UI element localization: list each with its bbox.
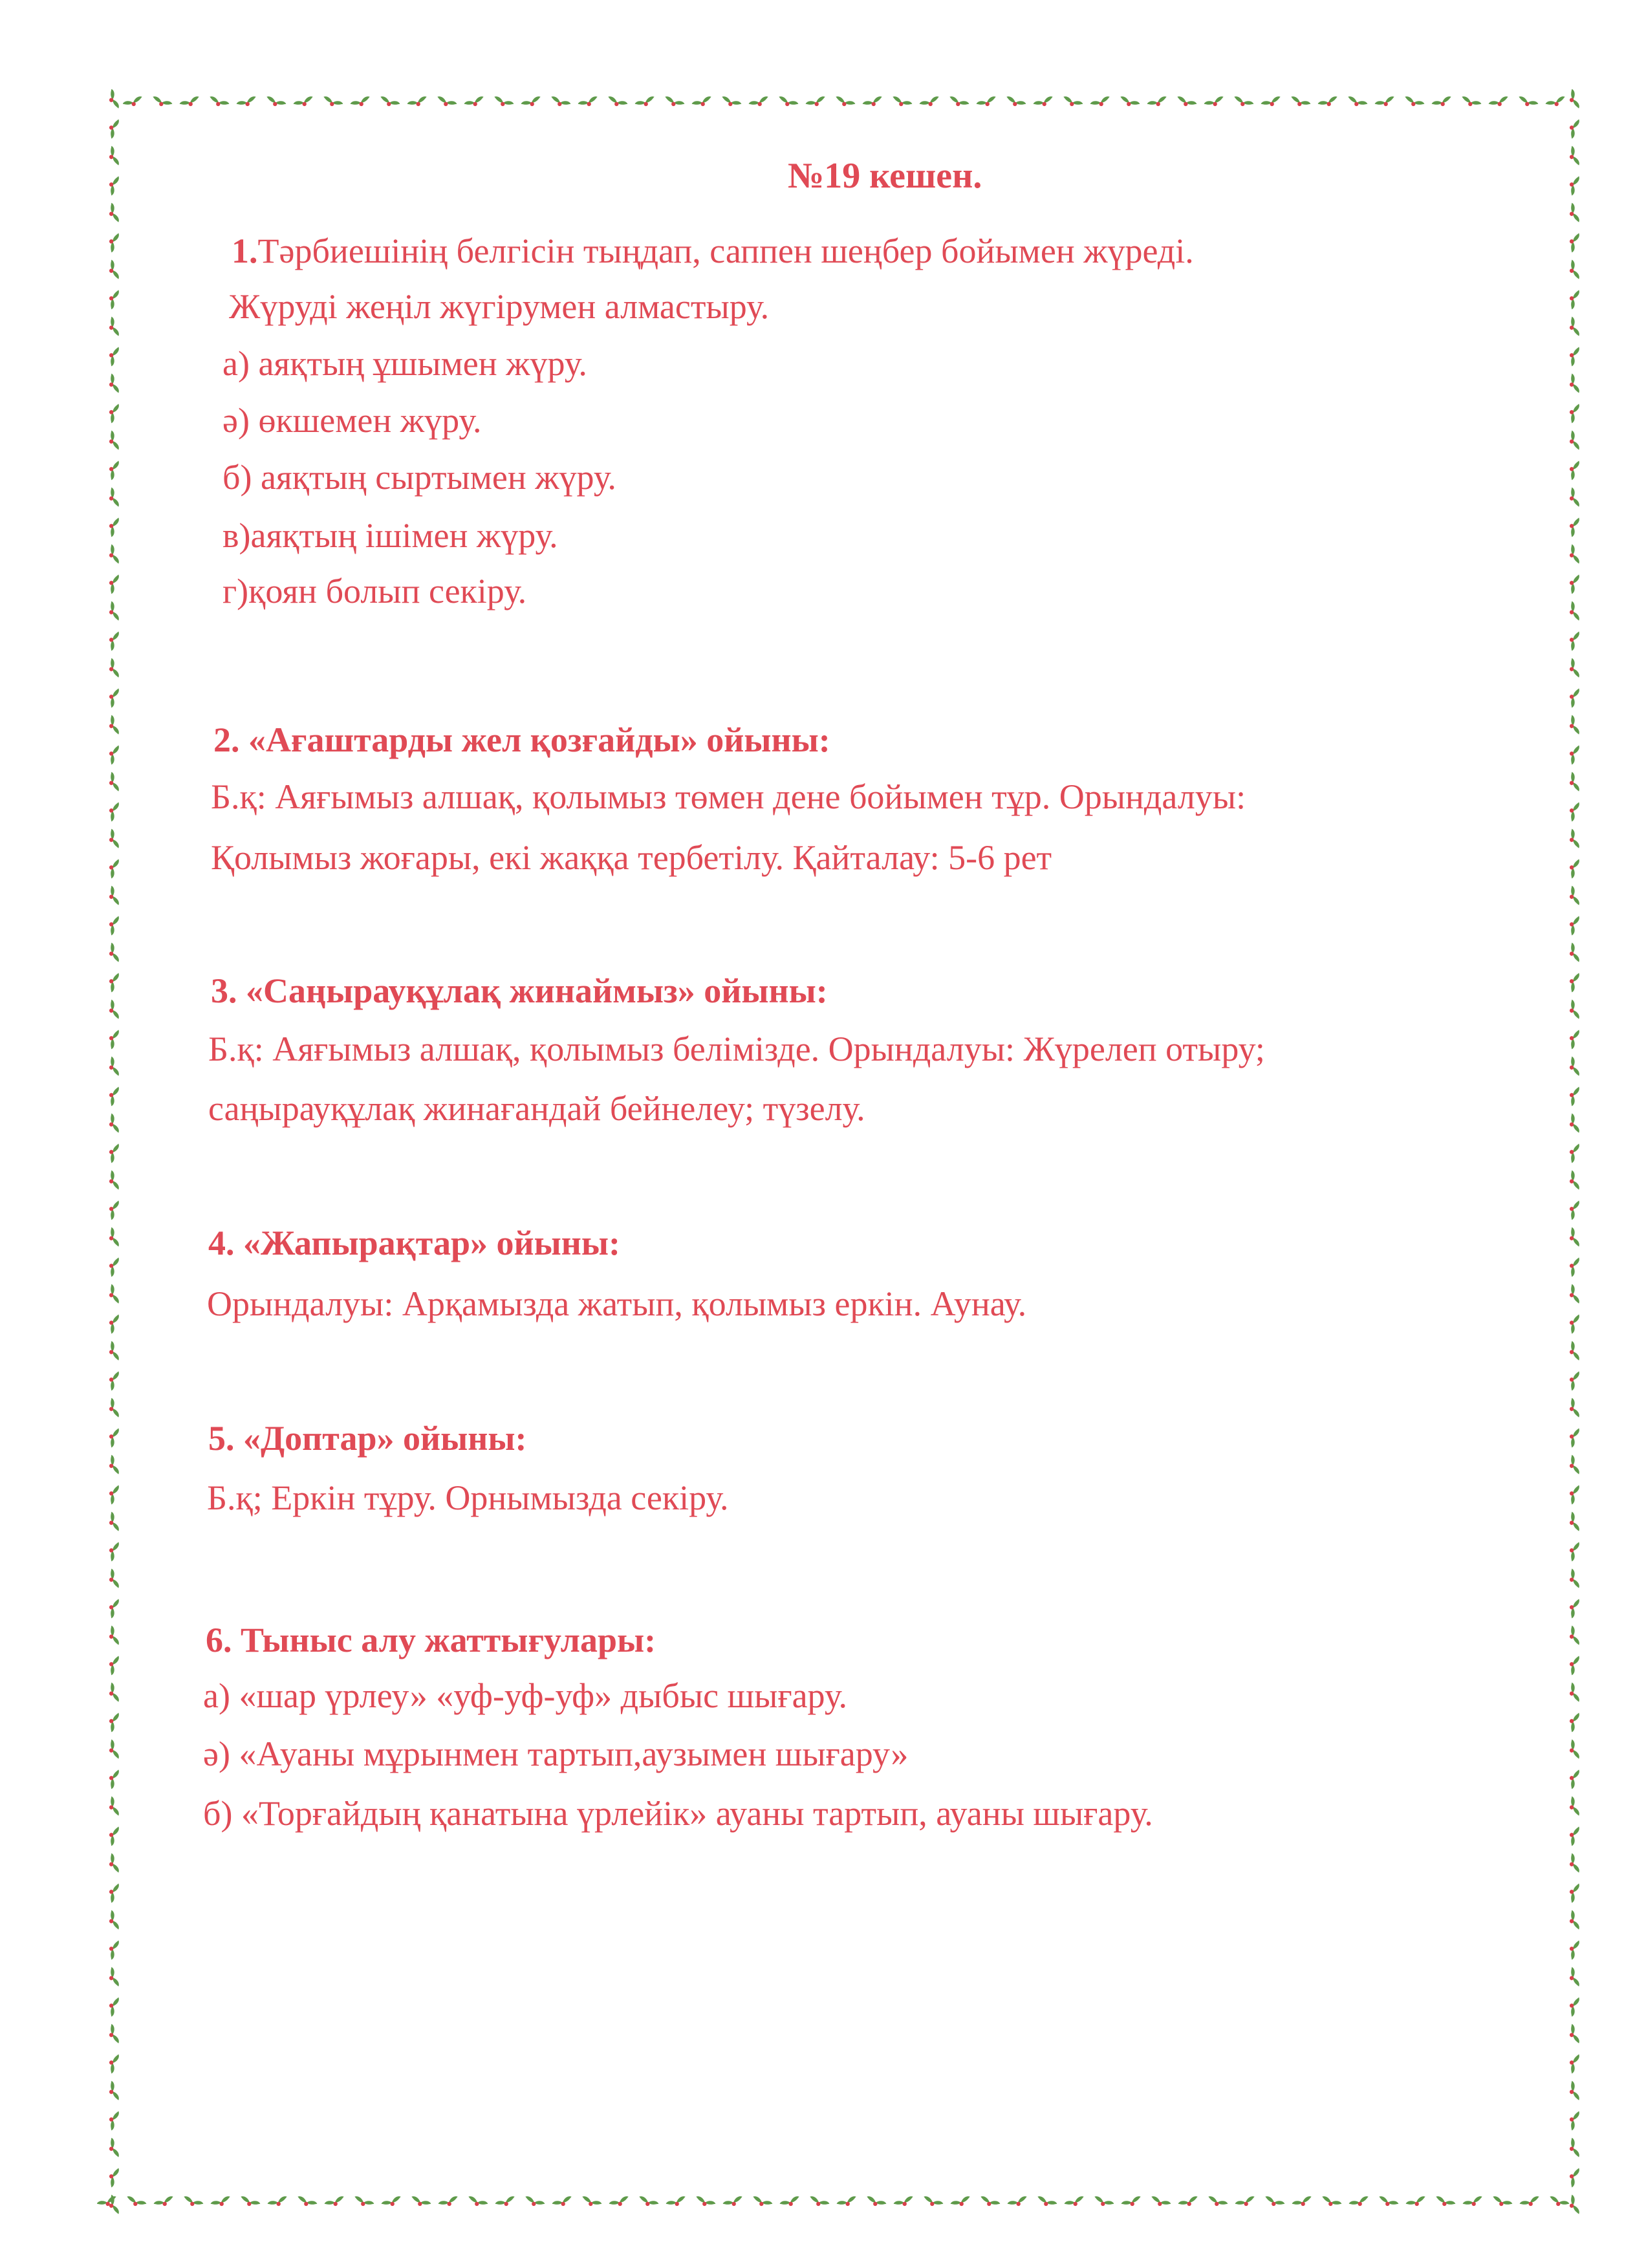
holly-sprig-icon	[106, 1198, 120, 1220]
section2-line1: Б.қ: Аяғымыз алшақ, қолымыз төмен дене бойымен тұр. Орындалуы:	[211, 777, 1246, 816]
holly-sprig-icon	[1566, 288, 1581, 310]
holly-sprig-icon	[1007, 2196, 1029, 2210]
section3-line1: Б.қ: Аяғымыз алшақ, қолымыз белімізде. Орындалуы: Жүрелеп отыру;	[208, 1030, 1265, 1068]
holly-sprig-icon	[1566, 1853, 1581, 1875]
holly-sprig-icon	[1566, 459, 1581, 481]
holly-sprig-icon	[1566, 1284, 1581, 1306]
holly-sprig-icon	[106, 800, 120, 822]
holly-sprig-icon	[495, 2196, 517, 2210]
holly-sprig-icon	[808, 2196, 830, 2210]
holly-border-bottom	[97, 2189, 1578, 2216]
holly-sprig-icon	[1566, 345, 1581, 367]
holly-sprig-icon	[1566, 174, 1581, 196]
holly-sprig-icon	[106, 1170, 120, 1192]
holly-sprig-icon	[106, 1881, 120, 1903]
holly-sprig-icon	[1566, 89, 1581, 111]
holly-sprig-icon	[1566, 1426, 1581, 1448]
holly-sprig-icon	[381, 2196, 403, 2210]
holly-sprig-icon	[125, 2196, 147, 2210]
holly-sprig-icon	[1566, 800, 1581, 822]
holly-sprig-icon	[549, 96, 571, 110]
holly-sprig-icon	[106, 2137, 120, 2159]
holly-sprig-icon	[578, 96, 600, 110]
holly-sprig-icon	[1121, 2196, 1143, 2210]
holly-sprig-icon	[1566, 828, 1581, 850]
holly-sprig-icon	[1431, 96, 1453, 110]
section6-item-ae: ә) «Ауаны мұрынмен тартып,аузымен шығару»	[203, 1734, 909, 1773]
holly-sprig-icon	[1566, 1739, 1581, 1761]
holly-sprig-icon	[950, 2196, 972, 2210]
holly-sprig-icon	[1566, 1369, 1581, 1391]
holly-sprig-icon	[106, 1910, 120, 1932]
holly-sprig-icon	[106, 1056, 120, 1078]
holly-sprig-icon	[1566, 1454, 1581, 1476]
holly-sprig-icon	[1033, 96, 1055, 110]
holly-sprig-icon	[1566, 914, 1581, 936]
holly-sprig-icon	[106, 715, 120, 737]
holly-sprig-icon	[106, 2024, 120, 2046]
holly-sprig-icon	[1491, 2196, 1513, 2210]
holly-sprig-icon	[1566, 686, 1581, 708]
holly-sprig-icon	[106, 601, 120, 623]
holly-sprig-icon	[919, 96, 941, 110]
holly-sprig-icon	[836, 2196, 858, 2210]
section3-heading: 3. «Саңырауқұлақ жинаймыз» ойыны:	[211, 971, 828, 1010]
holly-sprig-icon	[321, 96, 343, 110]
section4-heading: 4. «Жапырақтар» ойыны:	[208, 1224, 621, 1262]
holly-sprig-icon	[609, 2196, 631, 2210]
holly-sprig-icon	[106, 942, 120, 964]
holly-sprig-icon	[324, 2196, 346, 2210]
holly-sprig-icon	[1566, 146, 1581, 167]
holly-sprig-icon	[106, 1341, 120, 1363]
holly-sprig-icon	[106, 345, 120, 367]
holly-sprig-icon	[1566, 772, 1581, 794]
holly-sprig-icon	[106, 1597, 120, 1619]
holly-sprig-icon	[1149, 2196, 1171, 2210]
holly-sprig-icon	[106, 259, 120, 281]
section5-line1: Б.қ; Еркін тұру. Орнымызда секіру.	[207, 1478, 729, 1517]
holly-sprig-icon	[1566, 373, 1581, 395]
holly-sprig-icon	[106, 174, 120, 196]
section2-line2: Қолымыз жоғары, екі жаққа тербетілу. Қайталау: 5-6 рет	[211, 838, 1052, 877]
section1-item-b: б) аяқтың сыртымен жүру.	[222, 458, 616, 497]
holly-sprig-icon	[777, 96, 799, 110]
holly-sprig-icon	[153, 2196, 175, 2210]
holly-sprig-icon	[1566, 117, 1581, 139]
holly-sprig-icon	[210, 2196, 232, 2210]
holly-sprig-icon	[106, 1967, 120, 1989]
holly-sprig-icon	[1566, 1085, 1581, 1107]
holly-sprig-icon	[1566, 572, 1581, 594]
section6-heading: 6. Тыныс алу жаттығулары:	[206, 1621, 656, 1659]
holly-sprig-icon	[236, 96, 258, 110]
holly-sprig-icon	[1566, 658, 1581, 680]
holly-sprig-icon	[1566, 1967, 1581, 1989]
holly-sprig-icon	[438, 2196, 460, 2210]
holly-sprig-icon	[1004, 96, 1026, 110]
holly-sprig-icon	[106, 1767, 120, 1789]
holly-sprig-icon	[1235, 2196, 1257, 2210]
holly-sprig-icon	[106, 914, 120, 936]
holly-sprig-icon	[106, 1711, 120, 1733]
holly-sprig-icon	[106, 1796, 120, 1818]
holly-sprig-icon	[1566, 1056, 1581, 1078]
holly-sprig-icon	[106, 402, 120, 424]
holly-border-left	[97, 89, 128, 2217]
holly-sprig-icon	[1064, 2196, 1086, 2210]
section6-item-b: б) «Торғайдың қанатына үрлейік» ауаны тартып, ауаны шығару.	[203, 1794, 1153, 1833]
holly-sprig-icon	[1092, 2196, 1114, 2210]
holly-sprig-icon	[106, 1255, 120, 1277]
holly-sprig-icon	[265, 96, 287, 110]
holly-sprig-icon	[1566, 2194, 1581, 2216]
holly-sprig-icon	[1317, 96, 1339, 110]
holly-sprig-icon	[805, 96, 827, 110]
holly-sprig-icon	[862, 96, 884, 110]
holly-sprig-icon	[1566, 1625, 1581, 1647]
holly-sprig-icon	[1206, 2196, 1228, 2210]
holly-sprig-icon	[1566, 202, 1581, 224]
holly-sprig-icon	[106, 1312, 120, 1334]
section1-line1	[232, 230, 1194, 272]
holly-sprig-icon	[1320, 2196, 1342, 2210]
section1-line2: Жүруді жеңіл жүгірумен алмастыру.	[229, 287, 770, 326]
holly-sprig-icon	[523, 2196, 545, 2210]
holly-sprig-icon	[1204, 96, 1226, 110]
holly-sprig-icon	[106, 2109, 120, 2131]
holly-sprig-icon	[106, 1284, 120, 1306]
holly-sprig-icon	[106, 1739, 120, 1761]
holly-sprig-icon	[296, 2196, 318, 2210]
holly-sprig-icon	[106, 1369, 120, 1391]
holly-sprig-icon	[435, 96, 457, 110]
holly-sprig-icon	[976, 96, 998, 110]
holly-sprig-icon	[1566, 1170, 1581, 1192]
holly-sprig-icon	[106, 1938, 120, 1960]
holly-sprig-icon	[106, 117, 120, 139]
holly-sprig-icon	[466, 2196, 488, 2210]
holly-sprig-icon	[552, 2196, 574, 2210]
holly-sprig-icon	[1566, 544, 1581, 566]
holly-sprig-icon	[1061, 96, 1083, 110]
holly-sprig-icon	[407, 96, 429, 110]
holly-sprig-icon	[865, 2196, 887, 2210]
holly-sprig-icon	[521, 96, 543, 110]
holly-sprig-icon	[106, 1454, 120, 1476]
holly-sprig-icon	[1348, 2196, 1370, 2210]
holly-sprig-icon	[1377, 2196, 1399, 2210]
holly-sprig-icon	[979, 2196, 1001, 2210]
holly-sprig-icon	[179, 96, 201, 110]
holly-sprig-icon	[106, 2080, 120, 2102]
holly-sprig-icon	[751, 2196, 773, 2210]
holly-sprig-icon	[106, 1113, 120, 1135]
holly-sprig-icon	[1566, 1113, 1581, 1135]
holly-sprig-icon	[1566, 1938, 1581, 1960]
holly-sprig-icon	[1566, 942, 1581, 964]
holly-sprig-icon	[1566, 1028, 1581, 1050]
holly-sprig-icon	[1566, 1597, 1581, 1619]
holly-sprig-icon	[106, 459, 120, 481]
holly-border-right	[1557, 89, 1588, 2217]
holly-sprig-icon	[1566, 430, 1581, 452]
holly-sprig-icon	[106, 686, 120, 708]
holly-sprig-icon	[106, 487, 120, 509]
holly-sprig-icon	[106, 658, 120, 680]
holly-sprig-icon	[106, 1398, 120, 1420]
holly-sprig-icon	[1566, 1312, 1581, 1334]
holly-sprig-icon	[634, 96, 656, 110]
holly-sprig-icon	[663, 96, 685, 110]
holly-sprig-icon	[106, 743, 120, 765]
holly-sprig-icon	[1374, 96, 1396, 110]
holly-sprig-icon	[1566, 857, 1581, 879]
section1-item-g: г)қоян болып секіру.	[222, 572, 527, 610]
section1-number: 1.	[232, 232, 258, 270]
holly-sprig-icon	[1566, 999, 1581, 1021]
holly-sprig-icon	[1566, 1483, 1581, 1505]
holly-sprig-icon	[1566, 971, 1581, 993]
page-title: №19 кешен.	[788, 156, 982, 196]
holly-sprig-icon	[1178, 2196, 1200, 2210]
holly-sprig-icon	[106, 2166, 120, 2188]
holly-sprig-icon	[1035, 2196, 1057, 2210]
holly-sprig-icon	[606, 96, 628, 110]
holly-sprig-icon	[1566, 629, 1581, 651]
holly-sprig-icon	[106, 231, 120, 253]
holly-sprig-icon	[106, 89, 120, 111]
holly-sprig-icon	[1566, 1255, 1581, 1277]
holly-sprig-icon	[691, 96, 713, 110]
holly-sprig-icon	[893, 2196, 915, 2210]
holly-sprig-icon	[720, 96, 742, 110]
holly-sprig-icon	[1346, 96, 1368, 110]
holly-sprig-icon	[1566, 1141, 1581, 1163]
holly-sprig-icon	[1488, 96, 1510, 110]
holly-sprig-icon	[722, 2196, 744, 2210]
holly-sprig-icon	[1175, 96, 1197, 110]
section1-item-ae: ә) өкшемен жүру.	[222, 401, 482, 440]
holly-sprig-icon	[1566, 487, 1581, 509]
holly-sprig-icon	[106, 2194, 120, 2216]
holly-sprig-icon	[694, 2196, 716, 2210]
holly-sprig-icon	[106, 515, 120, 537]
holly-sprig-icon	[1566, 1796, 1581, 1818]
holly-sprig-icon	[106, 1682, 120, 1704]
holly-sprig-icon	[106, 1141, 120, 1163]
section3-line2: саңырауқұлақ жинағандай бейнелеу; түзелу.	[208, 1089, 865, 1128]
section5-heading: 5. «Доптар» ойыны:	[208, 1419, 527, 1458]
holly-sprig-icon	[748, 96, 770, 110]
holly-sprig-icon	[1566, 259, 1581, 281]
holly-sprig-icon	[1566, 1995, 1581, 2017]
holly-sprig-icon	[1566, 743, 1581, 765]
holly-sprig-icon	[1566, 2024, 1581, 2046]
holly-sprig-icon	[106, 202, 120, 224]
holly-sprig-icon	[1566, 1767, 1581, 1789]
holly-sprig-icon	[239, 2196, 261, 2210]
holly-sprig-icon	[106, 1853, 120, 1875]
holly-sprig-icon	[151, 96, 173, 110]
holly-sprig-icon	[464, 96, 486, 110]
holly-sprig-icon	[106, 430, 120, 452]
holly-sprig-icon	[947, 96, 969, 110]
holly-sprig-icon	[1566, 1540, 1581, 1562]
holly-sprig-icon	[1566, 1824, 1581, 1846]
holly-sprig-icon	[1566, 2137, 1581, 2159]
holly-sprig-icon	[779, 2196, 801, 2210]
holly-sprig-icon	[352, 2196, 374, 2210]
holly-sprig-icon	[1147, 96, 1169, 110]
holly-sprig-icon	[1566, 1398, 1581, 1420]
holly-sprig-icon	[267, 2196, 289, 2210]
holly-sprig-icon	[378, 96, 400, 110]
holly-sprig-icon	[1566, 885, 1581, 907]
holly-sprig-icon	[106, 1511, 120, 1533]
holly-sprig-icon	[666, 2196, 688, 2210]
holly-sprig-icon	[1566, 1341, 1581, 1363]
holly-sprig-icon	[106, 544, 120, 566]
holly-sprig-icon	[106, 1227, 120, 1249]
holly-border-top	[123, 89, 1585, 116]
holly-sprig-icon	[106, 1824, 120, 1846]
holly-sprig-icon	[350, 96, 372, 110]
holly-sprig-icon	[208, 96, 230, 110]
holly-sprig-icon	[1566, 1568, 1581, 1590]
holly-sprig-icon	[637, 2196, 659, 2210]
holly-sprig-icon	[1289, 96, 1311, 110]
holly-sprig-icon	[106, 373, 120, 395]
holly-sprig-icon	[1566, 715, 1581, 737]
holly-sprig-icon	[1292, 2196, 1314, 2210]
holly-sprig-icon	[1566, 1227, 1581, 1249]
holly-sprig-icon	[1566, 1654, 1581, 1676]
holly-sprig-icon	[1405, 2196, 1427, 2210]
holly-sprig-icon	[1566, 2166, 1581, 2188]
holly-sprig-icon	[1566, 515, 1581, 537]
holly-sprig-icon	[1263, 2196, 1285, 2210]
holly-sprig-icon	[1261, 96, 1283, 110]
holly-sprig-icon	[106, 885, 120, 907]
section2-heading: 2. «Ағаштарды жел қозғайды» ойыны:	[213, 720, 830, 759]
holly-sprig-icon	[106, 772, 120, 794]
holly-sprig-icon	[106, 1625, 120, 1647]
section1-text1: Тәрбиешінің белгісін тыңдап, саппен шеңбер бойымен жүреді.	[257, 232, 1194, 270]
holly-sprig-icon	[106, 629, 120, 651]
section1-item-v: в)аяқтың ішімен жүру.	[222, 516, 558, 555]
holly-sprig-icon	[1566, 402, 1581, 424]
section4-line1: Орындалуы: Арқамызда жатып, қолымыз еркін. Аунау.	[207, 1284, 1027, 1323]
holly-sprig-icon	[106, 1426, 120, 1448]
holly-sprig-icon	[922, 2196, 944, 2210]
holly-sprig-icon	[106, 146, 120, 167]
holly-sprig-icon	[1519, 2196, 1541, 2210]
holly-sprig-icon	[1517, 96, 1539, 110]
holly-sprig-icon	[1462, 2196, 1484, 2210]
holly-sprig-icon	[106, 999, 120, 1021]
holly-sprig-icon	[1403, 96, 1425, 110]
holly-sprig-icon	[409, 2196, 431, 2210]
holly-sprig-icon	[492, 96, 514, 110]
holly-sprig-icon	[106, 1483, 120, 1505]
section1-item-a: а) аяқтың ұшымен жүру.	[222, 344, 587, 383]
holly-sprig-icon	[106, 828, 120, 850]
holly-sprig-icon	[1566, 1682, 1581, 1704]
holly-sprig-icon	[106, 2052, 120, 2074]
holly-sprig-icon	[1434, 2196, 1456, 2210]
holly-sprig-icon	[293, 96, 315, 110]
holly-sprig-icon	[182, 2196, 204, 2210]
holly-sprig-icon	[1566, 601, 1581, 623]
holly-sprig-icon	[1566, 2109, 1581, 2131]
holly-sprig-icon	[580, 2196, 602, 2210]
holly-sprig-icon	[1566, 231, 1581, 253]
holly-sprig-icon	[1460, 96, 1482, 110]
holly-sprig-icon	[1566, 1711, 1581, 1733]
holly-sprig-icon	[1566, 1198, 1581, 1220]
holly-sprig-icon	[891, 96, 913, 110]
holly-sprig-icon	[1090, 96, 1112, 110]
holly-sprig-icon	[106, 1654, 120, 1676]
holly-sprig-icon	[1566, 316, 1581, 338]
holly-sprig-icon	[1232, 96, 1254, 110]
holly-sprig-icon	[106, 857, 120, 879]
section6-item-a: а) «шар үрлеу» «уф-уф-уф» дыбыс шығару.	[203, 1676, 847, 1715]
holly-sprig-icon	[106, 572, 120, 594]
holly-sprig-icon	[106, 1085, 120, 1107]
holly-sprig-icon	[106, 971, 120, 993]
holly-sprig-icon	[1566, 1881, 1581, 1903]
holly-sprig-icon	[106, 1028, 120, 1050]
holly-sprig-icon	[1118, 96, 1140, 110]
holly-sprig-icon	[106, 1995, 120, 2017]
holly-sprig-icon	[1566, 2080, 1581, 2102]
holly-sprig-icon	[106, 316, 120, 338]
holly-sprig-icon	[1566, 2052, 1581, 2074]
holly-sprig-icon	[106, 1568, 120, 1590]
holly-sprig-icon	[834, 96, 856, 110]
holly-sprig-icon	[106, 288, 120, 310]
holly-sprig-icon	[1566, 1511, 1581, 1533]
holly-sprig-icon	[106, 1540, 120, 1562]
holly-sprig-icon	[1566, 1910, 1581, 1932]
